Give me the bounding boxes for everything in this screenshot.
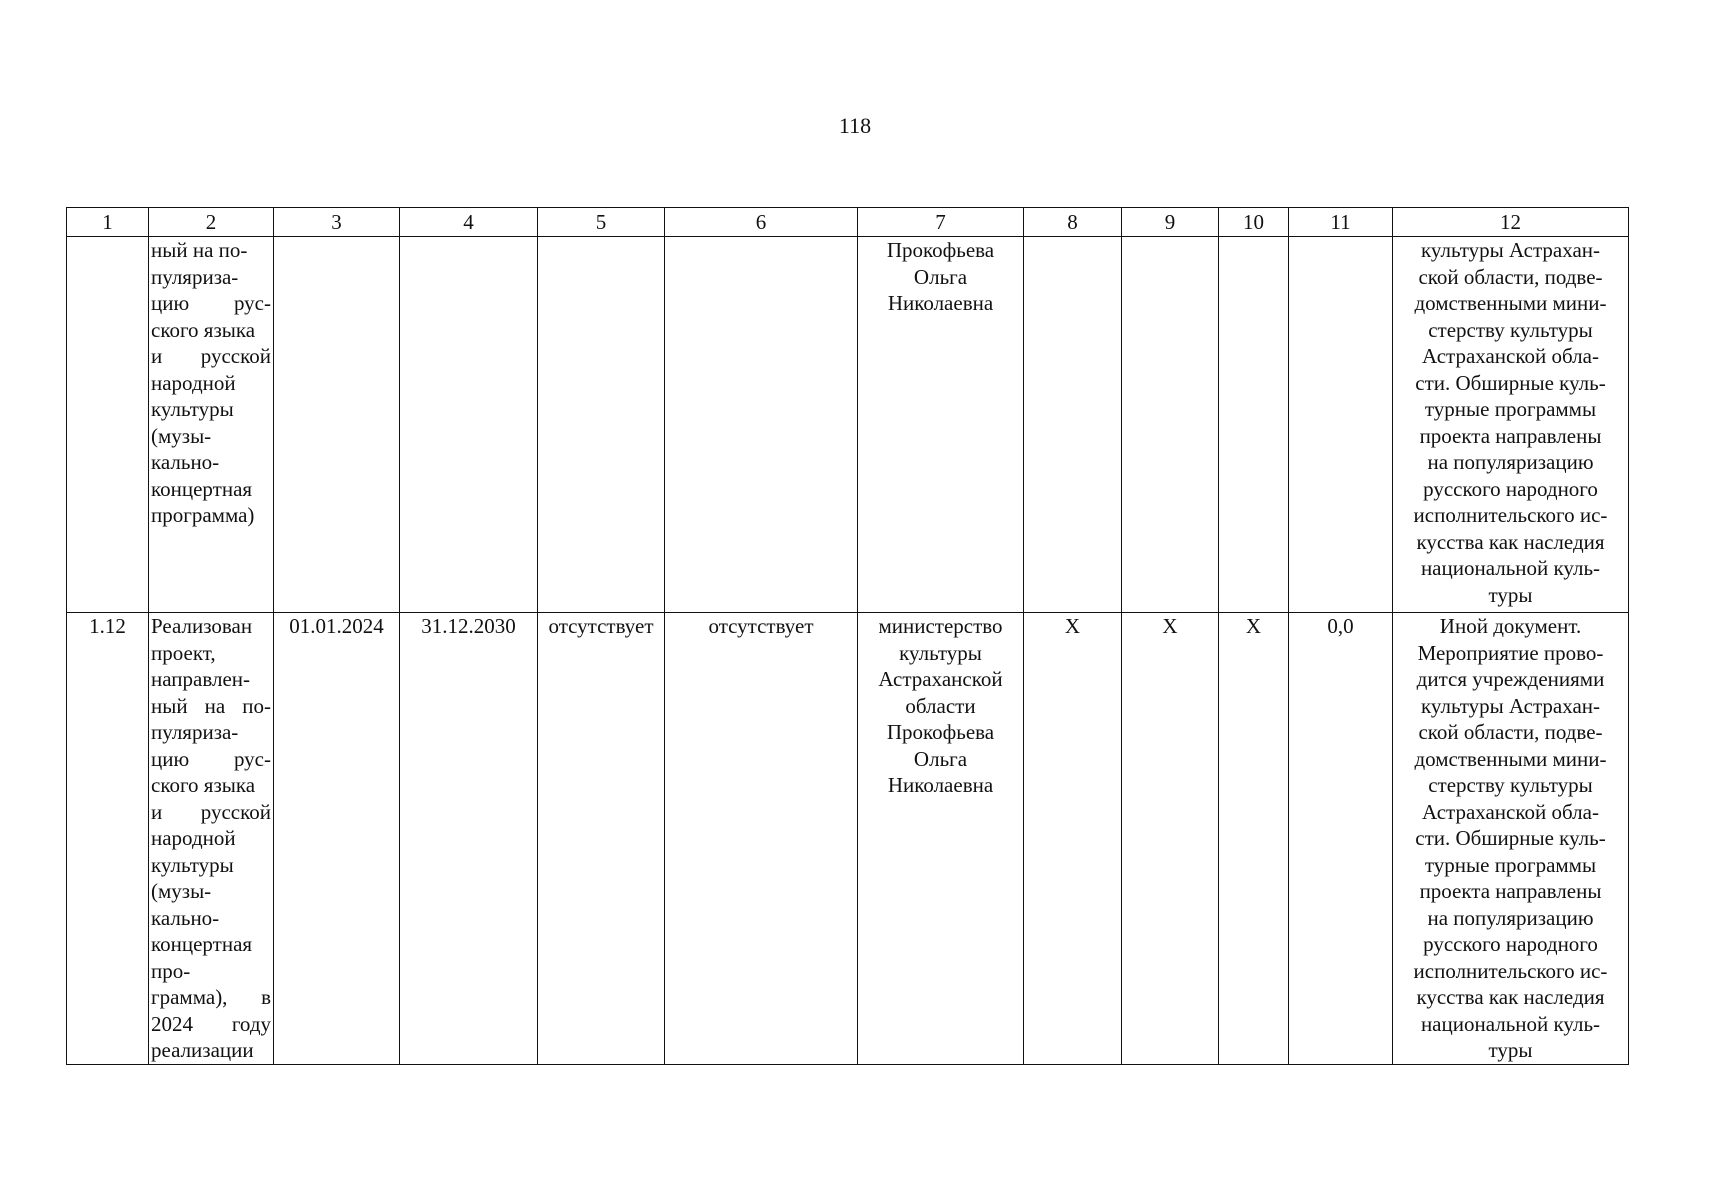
column-6-cell bbox=[665, 237, 858, 613]
column-9-cell: Х bbox=[1122, 613, 1219, 1065]
column-number: 3 bbox=[274, 208, 400, 237]
text-line: турные программы bbox=[1424, 397, 1597, 421]
text-line: культуры bbox=[151, 397, 234, 421]
row-number-cell: 1.12 bbox=[67, 613, 149, 1065]
text-line: туры bbox=[1488, 582, 1533, 607]
text-line: кально- bbox=[151, 905, 220, 930]
text-line: проект, bbox=[151, 640, 216, 665]
text-line: ской области, подве- bbox=[1418, 264, 1603, 289]
text-line: кусства как наследия bbox=[1416, 985, 1605, 1009]
column-number: 7 bbox=[858, 208, 1024, 237]
column-number: 11 bbox=[1289, 208, 1393, 237]
responsible-cell bbox=[858, 237, 1024, 613]
text-line: Мероприятие прово- bbox=[1417, 640, 1604, 665]
activity-name-cell bbox=[149, 613, 274, 1065]
text-line: кально- bbox=[151, 450, 220, 474]
text-line: ской области, подве- bbox=[1418, 720, 1603, 744]
text-line: Астраханской обла- bbox=[1422, 799, 1599, 824]
text-line: национальной куль- bbox=[1420, 1011, 1601, 1036]
end-date-cell: 31.12.2030 bbox=[400, 613, 538, 1065]
text-line: Астраханской bbox=[878, 667, 1003, 691]
text-line: проекта направлены bbox=[1419, 879, 1602, 903]
column-number: 8 bbox=[1024, 208, 1122, 237]
text-line: на популяризацию bbox=[1427, 450, 1594, 474]
text-line: ный на по- bbox=[151, 238, 248, 262]
text-line: культуры Астрахан- bbox=[1421, 238, 1600, 262]
text-line: культуры bbox=[899, 640, 982, 665]
column-10-cell bbox=[1219, 237, 1289, 613]
text-line: и русской bbox=[151, 344, 271, 368]
text-line: министерство bbox=[878, 614, 1003, 638]
text-line: 2024 году bbox=[151, 1011, 271, 1036]
end-date-cell bbox=[400, 237, 538, 613]
page-number: 118 bbox=[838, 113, 872, 138]
text-line: стерству культуры bbox=[1428, 773, 1593, 797]
text-line: Прокофьева bbox=[886, 720, 995, 744]
responsible-cell bbox=[858, 613, 1024, 1065]
description-cell bbox=[1393, 237, 1629, 613]
column-number: 6 bbox=[665, 208, 858, 237]
text-line: Ольга bbox=[913, 746, 968, 771]
text-line: цию рус- bbox=[151, 746, 271, 771]
start-date-cell bbox=[274, 237, 400, 613]
table-row-continuation bbox=[67, 237, 1629, 613]
text-line: кусства как наследия bbox=[1416, 529, 1605, 554]
text-line: русского народного bbox=[1423, 476, 1598, 501]
column-number: 5 bbox=[538, 208, 665, 237]
text-line: Николаевна bbox=[887, 773, 994, 797]
text-line: домственными мини- bbox=[1414, 746, 1607, 771]
column-11-cell: 0,0 bbox=[1289, 613, 1393, 1065]
text-line: реализации bbox=[151, 1038, 254, 1062]
column-number: 12 bbox=[1393, 208, 1629, 237]
text-line: народной bbox=[151, 370, 236, 395]
text-line: пуляриза- bbox=[151, 264, 239, 289]
text-line: исполнительского ис- bbox=[1413, 503, 1608, 527]
text-line: культуры Астрахан- bbox=[1421, 693, 1600, 718]
column-11-cell bbox=[1289, 237, 1393, 613]
text-line: цию рус- bbox=[151, 291, 271, 315]
text-line: сти. Обширные куль- bbox=[1415, 370, 1606, 395]
column-number: 9 bbox=[1122, 208, 1219, 237]
text-line: Прокофьева bbox=[886, 238, 995, 262]
table-row-1-12 bbox=[67, 613, 1629, 1065]
text-line: турные программы bbox=[1424, 852, 1597, 877]
text-line: ный на по- bbox=[151, 693, 271, 718]
column-number: 1 bbox=[67, 208, 149, 237]
column-8-cell bbox=[1024, 237, 1122, 613]
activities-table bbox=[66, 207, 1629, 1065]
activity-name-cell bbox=[149, 237, 274, 613]
text-line: грамма), в bbox=[151, 985, 271, 1009]
text-line: русского народного bbox=[1423, 932, 1598, 956]
column-8-cell: Х bbox=[1024, 613, 1122, 1065]
column-6-cell: отсутствует bbox=[665, 613, 858, 1065]
column-number: 10 bbox=[1219, 208, 1289, 237]
column-5-cell: отсутствует bbox=[538, 613, 665, 1065]
start-date-cell: 01.01.2024 bbox=[274, 613, 400, 1065]
column-10-cell: Х bbox=[1219, 613, 1289, 1065]
text-line: Ольга bbox=[913, 264, 968, 289]
text-line: туры bbox=[1488, 1038, 1533, 1062]
text-line: домственными мини- bbox=[1414, 291, 1607, 315]
column-9-cell bbox=[1122, 237, 1219, 613]
description-cell bbox=[1393, 613, 1629, 1065]
text-line: проекта направлены bbox=[1419, 423, 1602, 448]
text-line: культуры bbox=[151, 852, 234, 877]
text-line: национальной куль- bbox=[1420, 556, 1601, 580]
text-line: Астраханской обла- bbox=[1422, 344, 1599, 368]
text-line: (музы- bbox=[151, 423, 212, 448]
text-line: дится учреждениями bbox=[1416, 667, 1605, 691]
text-line: на популяризацию bbox=[1427, 905, 1594, 930]
text-line: концертная bbox=[151, 932, 253, 956]
text-line: исполнительского ис- bbox=[1413, 958, 1608, 983]
text-line: (музы- bbox=[151, 879, 212, 903]
text-line: Реализован bbox=[151, 614, 253, 638]
text-line: области bbox=[905, 693, 976, 718]
text-line: про- bbox=[151, 958, 191, 983]
text-line: Николаевна bbox=[887, 291, 994, 315]
text-line: стерству культуры bbox=[1428, 317, 1593, 342]
text-line: программа) bbox=[151, 503, 255, 527]
text-line: народной bbox=[151, 826, 236, 850]
text-line: сти. Обширные куль- bbox=[1415, 826, 1606, 850]
text-line: ского языка bbox=[151, 773, 256, 797]
text-line: пуляриза- bbox=[151, 720, 239, 744]
column-number-row bbox=[67, 208, 1629, 237]
text-line: и русской bbox=[151, 799, 271, 824]
column-number: 2 bbox=[149, 208, 274, 237]
text-line: Иной документ. bbox=[1439, 614, 1582, 638]
column-5-cell bbox=[538, 237, 665, 613]
text-line: концертная bbox=[151, 476, 253, 501]
row-number-cell bbox=[67, 237, 149, 613]
text-line: ского языка bbox=[151, 317, 256, 342]
text-line: направлен- bbox=[151, 667, 251, 691]
column-number: 4 bbox=[400, 208, 538, 237]
